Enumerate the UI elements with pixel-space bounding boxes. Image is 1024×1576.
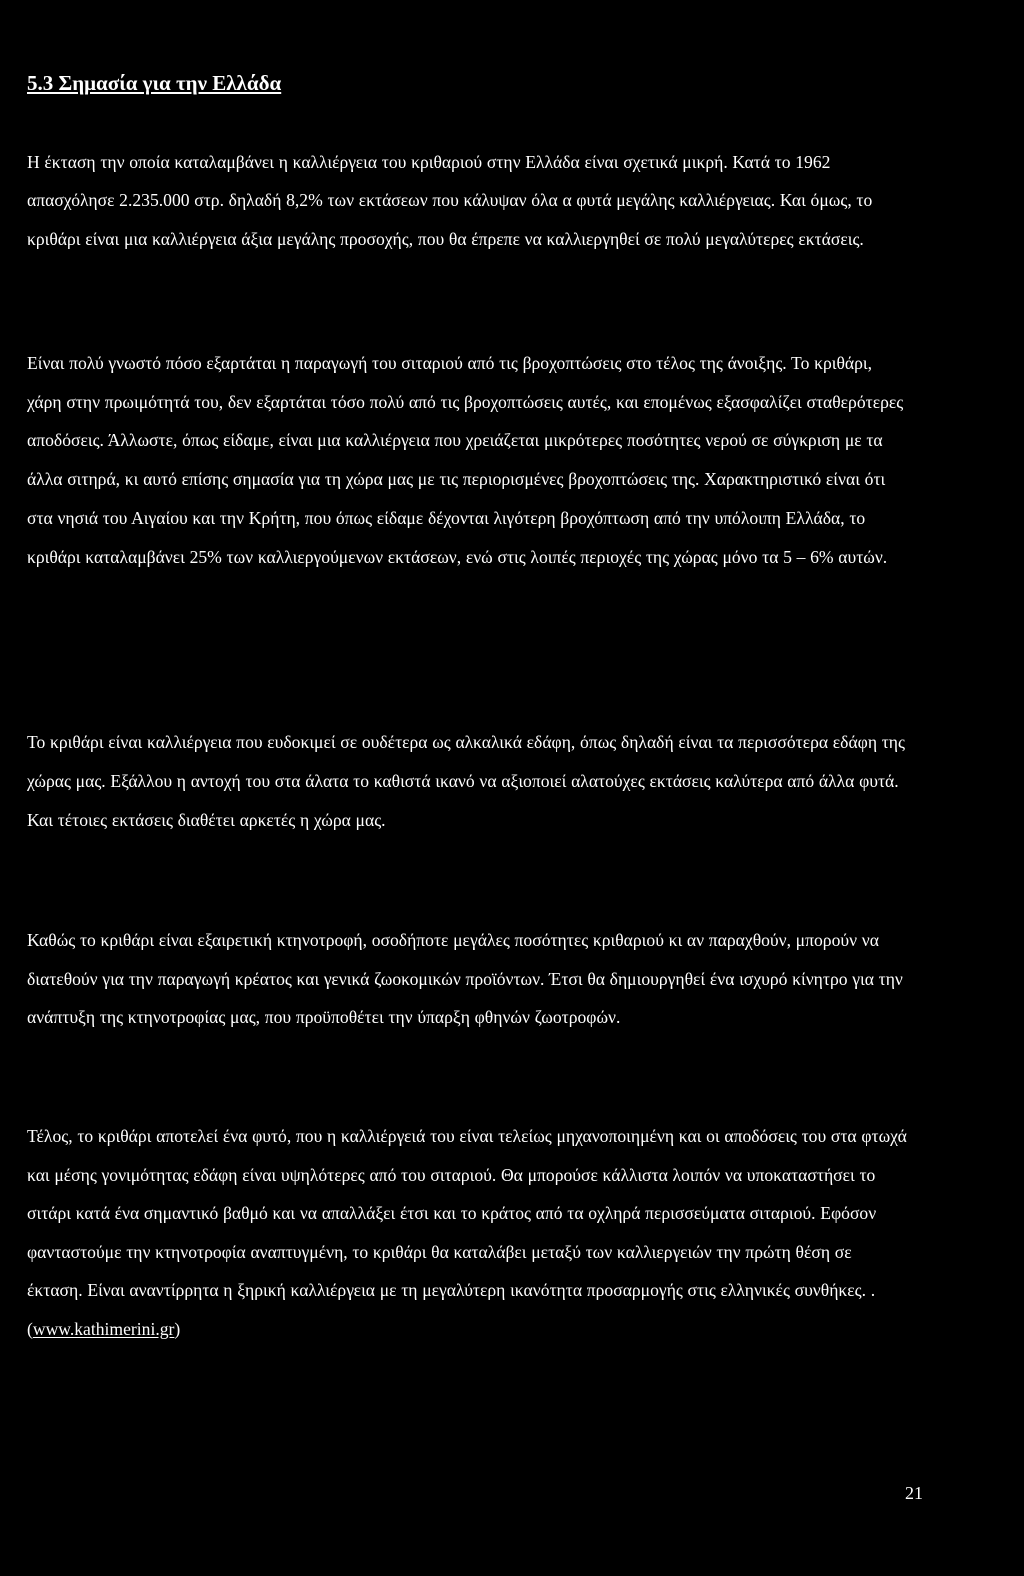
document-page <box>27 0 923 1576</box>
paragraph-5 <box>27 1117 907 1348</box>
paragraph-3: Το κριθάρι είναι καλλιέργεια που ευδοκιμεί σε ουδέτερα ως αλκαλικά εδάφη, όπως δηλαδή είναι τα περισσότερα εδάφη της χώρας μας. Εξάλλου η αντοχή του στα άλατα το καθιστά ικανό να αξιοποιεί αλατούχες εκτάσεις καλύτερα από άλλα φυτά. Και τέτοιες εκτάσεις διαθέτει αρκετές η χώρα μας. <box>27 732 905 830</box>
paragraph-5-text: Τέλος, το κριθάρι αποτελεί ένα φυτό, που η καλλιέργειά του είναι τελείως μηχανοποιημένη και οι αποδόσεις του στα φτωχά και μέσης γονιμότητας εδάφη είναι υψηλότερες από του σιταριού. Θα μπορούσε κάλλιστα λοιπόν να υποκαταστήσει το σιτάρι κατά ένα σημαντικό βαθμό και να απαλλάξει έτσι και το κράτος από τα οχληρά περισσεύματα σιταριού. Εφόσον φανταστούμε την κτηνοτροφία αναπτυγμένη, το κριθάρι θα καταλάβει μεταξύ των καλλιεργειών την πρώτη θέση σε έκταση. Είναι αναντίρρητα η ξηρική καλλιέργεια με τη μεγαλύτερη ικανότητα προσαρμογής στις ελληνικές συνθήκες. . ( <box>27 1126 907 1339</box>
paragraph-2: Είναι πολύ γνωστό πόσο εξαρτάται η παραγωγή του σιταριού από τις βροχοπτώσεις στο τέλος της άνοιξης. Το κριθάρι, χάρη στην πρωιμότητά του, δεν εξαρτάται τόσο πολύ από τις βροχοπτώσεις αυτές, και επομένως εξασφαλίζει σταθερότερες αποδόσεις. Άλλωστε, όπως είδαμε, είναι μια καλλιέργεια που χρειάζεται μικρότερες ποσότητες νερού σε σύγκριση με τα άλλα σιτηρά, κι αυτό επίσης σημασία για τη χώρα μας με τις περιορισμένες βροχοπτώσεις της. Χαρακτηριστικό είναι ότι στα νησιά του Αιγαίου και την Κρήτη, που όπως είδαμε δέχονται λιγότερη βροχόπτωση από την υπόλοιπη Ελλάδα, το κριθάρι καταλαμβάνει 25% των καλλιεργούμενων εκτάσεων, ενώ στις λοιπές περιοχές της χώρας μόνο τα 5 – 6% αυτών. <box>27 353 904 567</box>
page-number: 21 <box>905 1483 923 1503</box>
source-link[interactable]: www.kathimerini.gr <box>32 1318 175 1339</box>
paragraph-1: Η έκταση την οποία καταλαμβάνει η καλλιέργεια του κριθαριού στην Ελλάδα είναι σχετικά μικρή. Κατά το 1962 απασχόλησε 2.235.000 στρ. δηλαδή 8,2% των εκτάσεων που κάλυψαν όλα α φυτά μεγάλης καλλιέργειας. Και όμως, το κριθάρι είναι μια καλλιέργεια άξια μεγάλης προσοχής, που θα έπρεπε να καλλιεργηθεί σε πολύ μεγαλύτερες εκτάσεις. <box>27 152 873 249</box>
paragraph-5-closing: ) <box>174 1318 181 1339</box>
paragraph-4: Καθώς το κριθάρι είναι εξαιρετική κτηνοτροφή, οσοδήποτε μεγάλες ποσότητες κριθαριού κι αν παραχθούν, μπορούν να διατεθούν για την παραγωγή κρέατος και γενικά ζωοκομικών προϊόντων. Έτσι θα δημιουργηθεί ένα ισχυρό κίνητρο για την ανάπτυξη της κτηνοτροφίας μας, που προϋποθέτει την ύπαρξη φθηνών ζωοτροφών. <box>27 930 903 1027</box>
section-heading: 5.3 Σημασία για την Ελλάδα <box>27 71 282 95</box>
